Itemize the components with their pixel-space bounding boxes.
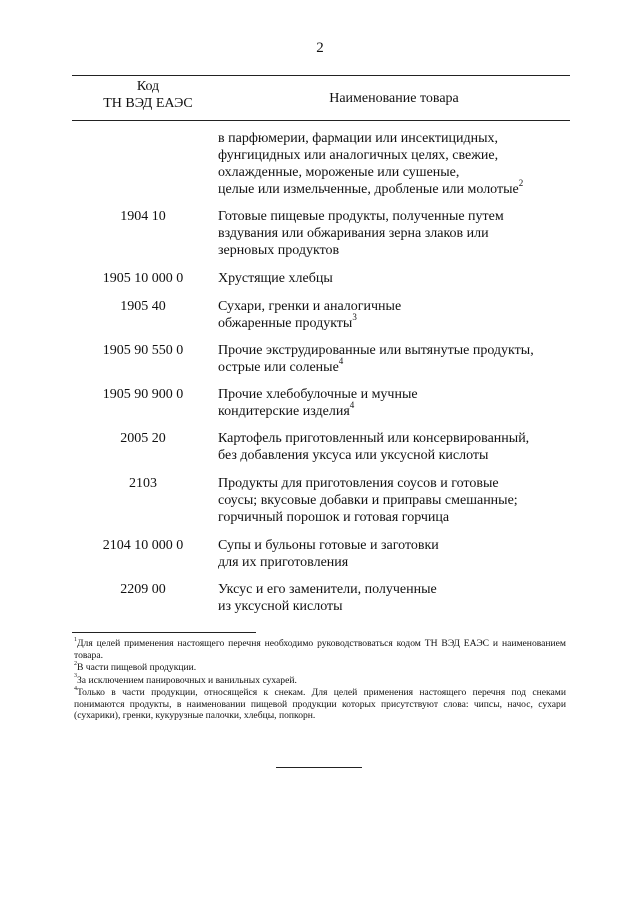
row-name-text: целые или измельченные, дробленые или молотые <box>218 182 519 197</box>
row-name-text: Готовые пищевые продукты, полученные путем <box>218 209 504 224</box>
row-name-line <box>218 400 570 420</box>
footnote-text: В части пищевой продукции. <box>77 662 197 673</box>
row-code: 2005 20 <box>120 431 166 446</box>
row-name-line <box>218 208 570 225</box>
row-code: 1904 10 <box>120 209 166 224</box>
row-name-line <box>218 356 570 376</box>
footnote <box>74 687 566 722</box>
row-code: 2104 10 000 0 <box>102 538 184 553</box>
row-name <box>218 386 570 420</box>
table-header-rule <box>72 120 570 121</box>
header-code <box>82 78 214 112</box>
row-code: 2209 00 <box>120 582 166 597</box>
footnote-mark: 4 <box>74 685 77 692</box>
row-name-text: для их приготовления <box>218 555 349 570</box>
row-code: 2103 <box>129 476 157 491</box>
row-name-line <box>218 225 570 242</box>
row-code: 1905 90 550 0 <box>102 343 184 358</box>
footnote-mark: 2 <box>74 660 77 667</box>
row-name-line <box>218 342 570 359</box>
footnotes <box>74 638 566 723</box>
row-code: 1905 10 000 0 <box>102 271 184 286</box>
footnote-ref: 3 <box>352 312 357 323</box>
row-name-text: в парфюмерии, фармации или инсектицидных, <box>218 131 499 146</box>
row-name-line <box>218 298 570 315</box>
row-name <box>218 537 570 571</box>
row-name-text: Картофель приготовленный или консервированный, <box>218 431 530 446</box>
row-name <box>218 208 570 259</box>
row-name-line <box>218 447 570 464</box>
row-name-text: Прочие хлебобулочные и мучные <box>218 387 418 402</box>
row-name-text: охлажденные, мороженые или сушеные, <box>218 165 460 180</box>
row-name-text: соусы; вкусовые добавки и приправы смешанные; <box>218 493 518 508</box>
row-name-text: вздувания или обжаривания зерна злаков или <box>218 226 489 241</box>
row-name-line <box>218 242 570 259</box>
row-name-text: обжаренные продукты <box>218 316 353 331</box>
row-name-line <box>218 130 570 147</box>
row-name-line <box>218 386 570 403</box>
row-code: 1905 90 900 0 <box>102 387 184 402</box>
row-name-line <box>218 312 570 332</box>
row-name-line <box>218 270 570 287</box>
row-name <box>218 581 570 615</box>
header-code-line1: Код <box>136 79 160 94</box>
row-name-text: Уксус и его заменители, полученные <box>218 582 437 597</box>
footnote-ref: 4 <box>349 400 355 411</box>
row-name <box>218 430 570 464</box>
row-name-text: фунгицидных или аналогичных целях, свежие, <box>218 148 499 163</box>
footnote-rule <box>72 632 256 633</box>
row-name-text: Супы и бульоны готовые и заготовки <box>218 538 439 553</box>
row-name-text: Хрустящие хлебцы <box>218 271 333 286</box>
header-name: Наименование товара <box>329 91 459 106</box>
row-name <box>218 342 570 376</box>
footnote-mark: 3 <box>74 673 77 680</box>
row-name-line <box>218 537 570 554</box>
row-name-line <box>218 430 570 447</box>
row-name-text: Продукты для приготовления соусов и готовые <box>218 476 499 491</box>
row-name-line <box>218 164 570 181</box>
footnote <box>74 662 566 674</box>
footnote-ref: 4 <box>338 356 344 367</box>
row-name-line <box>218 475 570 492</box>
row-name <box>218 298 570 332</box>
row-name <box>218 475 570 526</box>
header-code-line2: ТН ВЭД ЕАЭС <box>103 96 193 111</box>
row-name <box>218 130 570 198</box>
row-name-line <box>218 581 570 598</box>
page-number: 2 <box>316 40 324 56</box>
footnote-text: Для целей применения настоящего перечня необходимо руководствоваться кодом ТН ВЭД ЕАЭС и наименованием товара. <box>74 638 566 661</box>
footnote <box>74 675 566 687</box>
row-name-text: из уксусной кислоты <box>218 599 343 614</box>
row-name-text: зерновых продуктов <box>218 243 340 258</box>
row-code: 1905 40 <box>120 299 166 314</box>
footnote-text: Только в части продукции, относящейся к снекам. Для целей применения настоящего перечня под снеками понимаются продукты, в наименовании пищевой продукции которых присутствуют слова: чипсы, начос, сухари (сухарики), гренки, кукурузные палочки, хлебцы, попкорн. <box>74 687 566 721</box>
row-name <box>218 270 570 287</box>
row-name-line <box>218 492 570 509</box>
row-name-line <box>218 598 570 615</box>
row-name-text: горчичный порошок и готовая горчица <box>218 510 450 525</box>
row-name-text: кондитерские изделия <box>218 404 350 419</box>
row-name-text: Прочие экструдированные или вытянутые продукты, <box>218 343 534 358</box>
table-top-rule <box>72 75 570 76</box>
row-name-text: острые или соленые <box>218 360 339 375</box>
footnote-mark: 1 <box>74 636 77 643</box>
row-name-text: без добавления уксуса или уксусной кислоты <box>218 448 489 463</box>
end-rule <box>276 767 362 768</box>
footnote <box>74 638 566 661</box>
row-name-line <box>218 147 570 164</box>
row-name-line <box>218 554 570 571</box>
row-name-text: Сухари, гренки и аналогичные <box>218 299 402 314</box>
footnote-text: За исключением панировочных и ванильных сухарей. <box>77 674 297 686</box>
row-name-line <box>218 509 570 526</box>
row-name-line <box>218 178 570 198</box>
footnote-ref: 2 <box>518 178 524 189</box>
